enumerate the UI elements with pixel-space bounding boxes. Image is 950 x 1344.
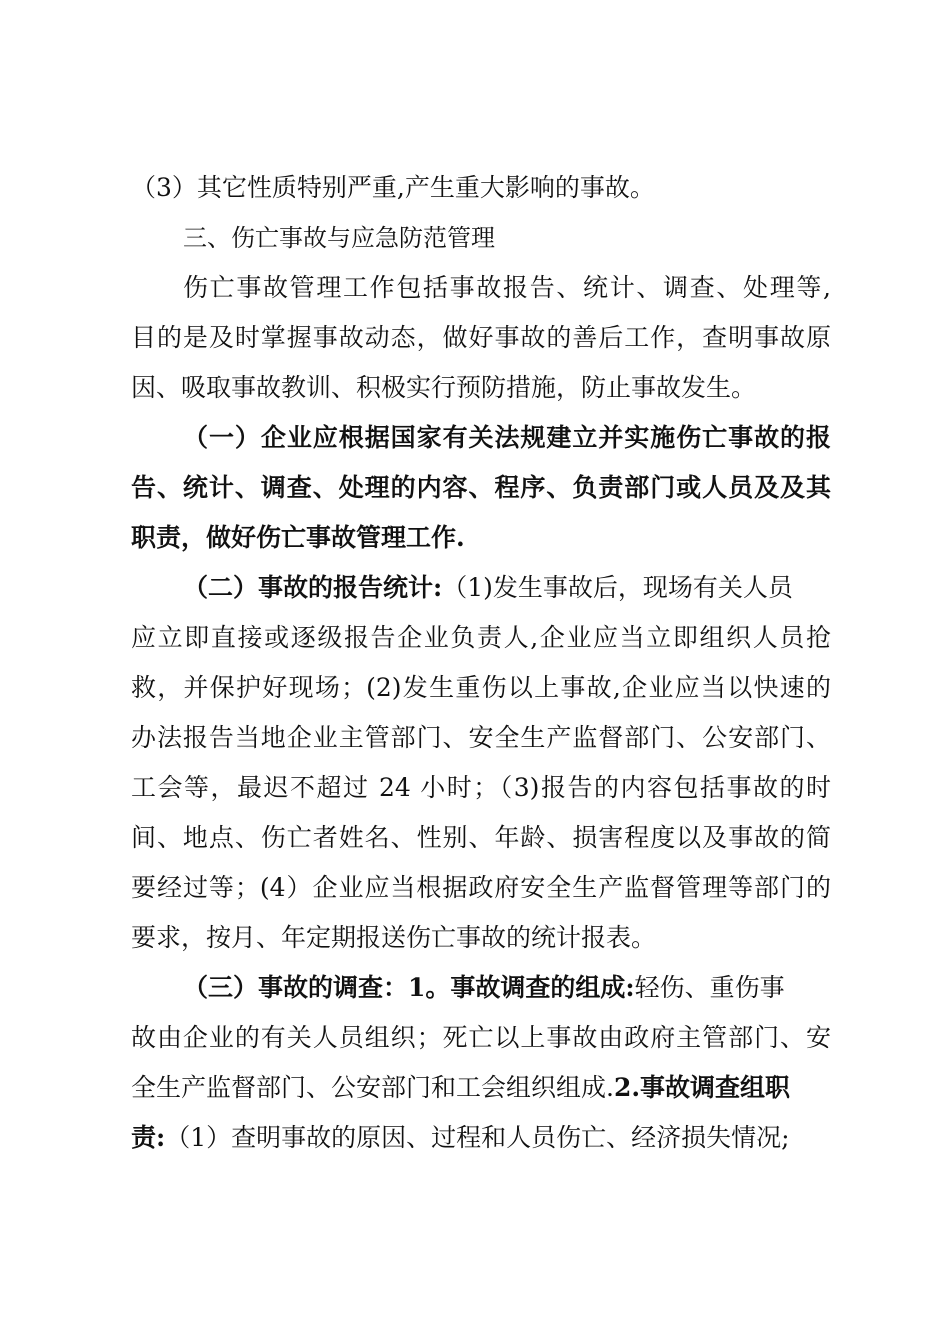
text-line: 间、地点、伤亡者姓名、性别、年龄、损害程度以及事故的简 (131, 823, 831, 852)
text-line: 工会等，最迟不超过 24 小时；（3)报告的内容包括事故的时 (131, 773, 831, 802)
subsection-label: （二）事故的报告统计: (183, 573, 443, 602)
text-line: 目的是及时掌握事故动态，做好事故的善后工作，查明事故原 (131, 323, 831, 352)
bold-text-line: （一）企业应根据国家有关法规建立并实施伤亡事故的报 (183, 423, 831, 452)
text-line: 救，并保护好现场；(2)发生重伤以上事故,企业应当以快速的 (131, 673, 831, 702)
bold-text-run: 2.事故调查组职 (613, 1073, 791, 1102)
text-line: 要求，按月、年定期报送伤亡事故的统计报表。 (131, 923, 657, 952)
text-line: 办法报告当地企业主管部门、安全生产监督部门、公安部门、 (131, 723, 831, 752)
text-line (131, 1120, 831, 1156)
text-run: （1）查明事故的原因、过程和人员伤亡、经济损失情况; (165, 1123, 790, 1152)
bold-text-line: 职责，做好伤亡事故管理工作. (131, 523, 465, 552)
section-heading: 三、伤亡事故与应急防范管理 (183, 224, 495, 252)
text-line (183, 970, 831, 1006)
text-line: 要经过等；(4）企业应当根据政府安全生产监督管理等部门的 (131, 873, 831, 902)
text-line: （3）其它性质特别严重,产生重大影响的事故。 (131, 173, 655, 202)
text-line: 故由企业的有关人员组织；死亡以上事故由政府主管部门、安 (131, 1023, 831, 1052)
text-line (131, 1070, 831, 1106)
text-line: 伤亡事故管理工作包括事故报告、统计、调查、处理等, (183, 273, 831, 302)
text-run: （1)发生事故后，现场有关人员 (442, 573, 793, 602)
text-line: 因、吸取事故教训、积极实行预防措施，防止事故发生。 (131, 373, 757, 402)
bold-text-line: 告、统计、调查、处理的内容、程序、负责部门或人员及及其 (131, 473, 831, 502)
text-run: 轻伤、重伤事 (634, 973, 785, 1002)
text-run: 全生产监督部门、公安部门和工会组织组成. (131, 1073, 614, 1102)
subsection-label: （三）事故的调查：1。事故调查的组成: (183, 973, 635, 1002)
bold-text-run: 责: (131, 1123, 166, 1152)
text-line: 应立即直接或逐级报告企业负责人,企业应当立即组织人员抢 (131, 623, 831, 652)
text-line (183, 570, 831, 606)
